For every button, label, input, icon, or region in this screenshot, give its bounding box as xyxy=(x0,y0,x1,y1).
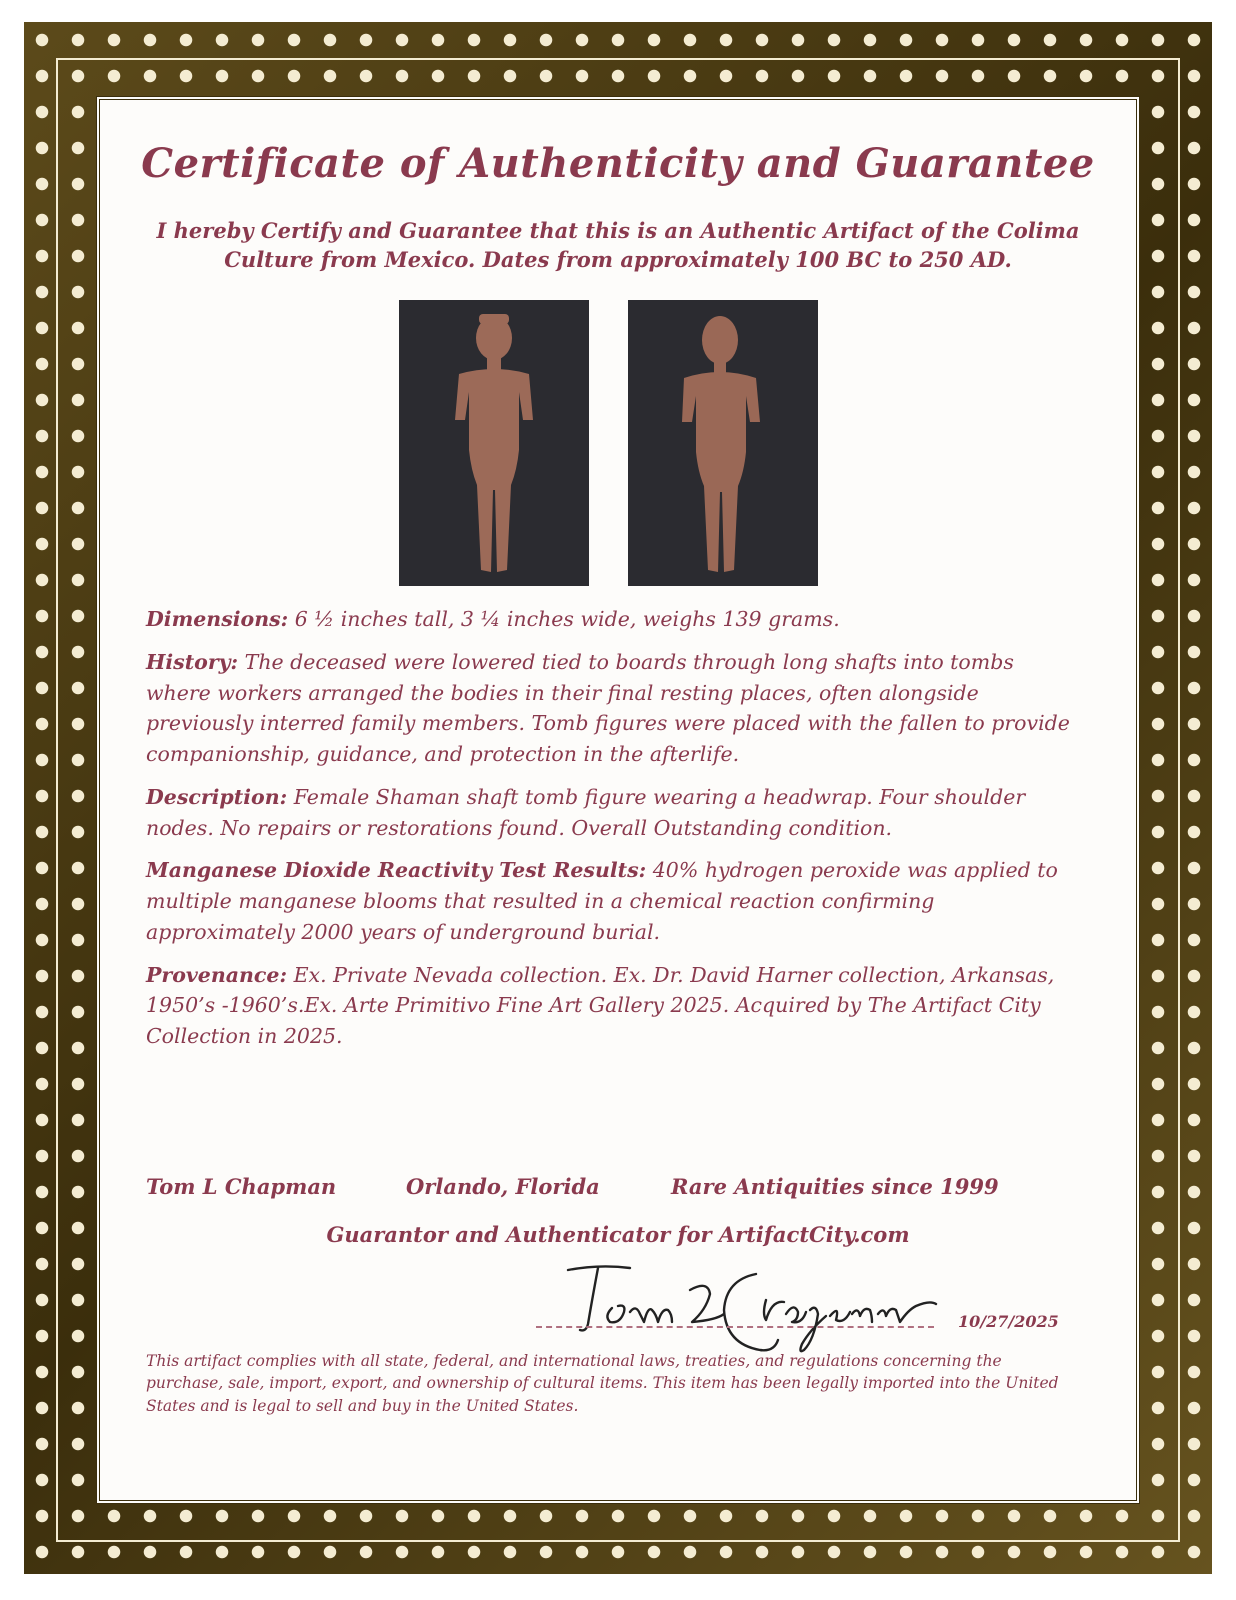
provenance-section xyxy=(146,960,1076,1052)
signer-name: Tom L Chapman xyxy=(146,1174,337,1199)
test-results-section xyxy=(146,855,1076,947)
section-label: Description: xyxy=(146,784,288,809)
section-label: History: xyxy=(146,649,239,674)
dimensions-section xyxy=(146,604,1076,635)
section-label: Manganese Dioxide Reactivity Test Results: xyxy=(146,858,647,883)
signature-line xyxy=(536,1326,934,1328)
section-label: Provenance: xyxy=(146,962,288,987)
business-tagline: Rare Antiquities since 1999 xyxy=(671,1174,999,1199)
figure-back-icon xyxy=(628,300,818,586)
legal-disclaimer: This artifact complies with all state, federal, and international laws, treaties, and regulations concerning the purchase, sale, import, export, and ownership of cultural items. This item has been legally imported into the United States and is legal to sell and buy in the United States. xyxy=(146,1352,1059,1415)
section-label: Dimensions: xyxy=(146,607,289,631)
signer-location: Orlando, Florida xyxy=(406,1174,600,1199)
figure-back-photo xyxy=(628,300,818,586)
section-text: The deceased were lowered tied to boards through long shafts into tombs where workers arranged the bodies in their final resting places, often alongside previously interred family members. Tomb figures were placed with the fallen to provide companionship, guidance, and protection in the afterlife. xyxy=(146,649,1070,766)
description-section xyxy=(146,782,1076,844)
section-text: Ex. Private Nevada collection. Ex. Dr. David Harner collection, Arkansas, 1950’s -1960’s.Ex. Arte Primitivo Fine Art Gallery 2025. Acquired by The Artifact City Collection in 2025. xyxy=(146,962,1055,1048)
certificate-title: Certificate of Authenticity and Guarantee xyxy=(141,140,1095,187)
figure-front-icon xyxy=(399,300,589,586)
guarantor-line: Guarantor and Authenticator for ArtifactCity.com xyxy=(326,1222,910,1247)
figure-front-photo xyxy=(399,300,589,586)
certificate-intro: I hereby Certify and Guarantee that this is an Authentic Artifact of the Colima Culture from Mexico. Dates from approximately 100 BC to 250 AD. xyxy=(156,218,1080,273)
section-text: 6 ½ inches tall, 3 ¼ inches wide, weighs 139 grams. xyxy=(294,607,840,631)
history-section xyxy=(146,647,1076,770)
handwritten-signature xyxy=(540,1250,940,1360)
signature-date: 10/27/2025 xyxy=(958,1312,1059,1331)
section-text: 40% hydrogen peroxide was applied to multiple manganese blooms that resulted in a chemical reaction confirming approximately 2000 years of underground burial. xyxy=(146,858,1058,944)
certificate-details xyxy=(146,604,1076,1064)
section-text: Female Shaman shaft tomb figure wearing a headwrap. Four shoulder nodes. No repairs or restorations found. Overall Outstanding condition. xyxy=(146,784,1026,840)
